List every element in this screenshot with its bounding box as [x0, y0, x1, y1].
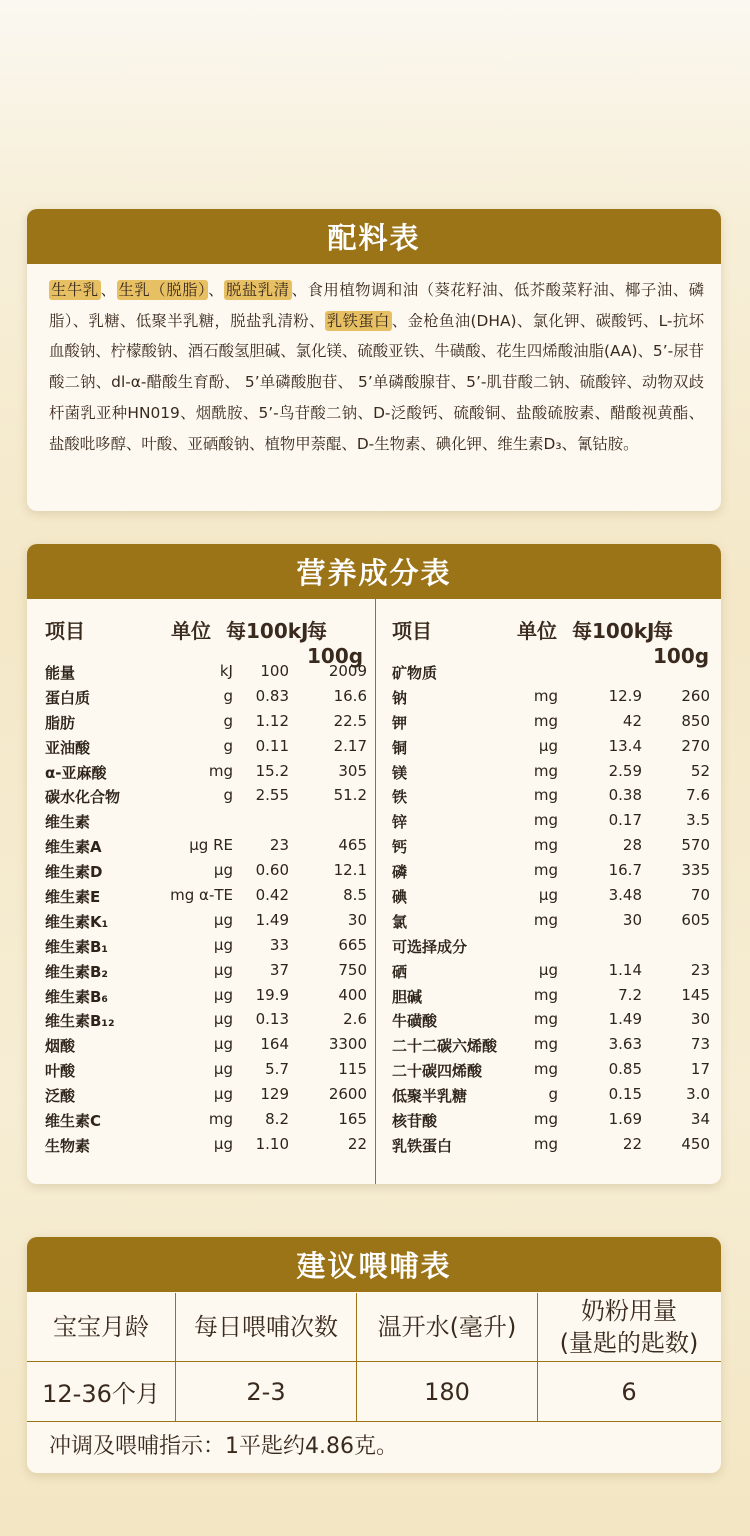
value-per-100g: 30 [347, 910, 367, 929]
value-per-100kj: 1.12 [255, 711, 289, 730]
nutrition-row [376, 659, 721, 684]
value-per-100g: 17 [690, 1060, 710, 1079]
nutrition-row [376, 783, 721, 808]
nutrient-unit: µg [213, 1010, 233, 1029]
feeding-title: 建议喂哺表 [27, 1237, 721, 1292]
nutrient-name: 二十二碳六烯酸 [392, 1037, 498, 1056]
nutrient-unit: mg [533, 985, 558, 1004]
value-per-100g: 7.6 [686, 786, 710, 805]
value-per-100kj: 1.49 [608, 1010, 642, 1029]
nutrient-unit: µg [538, 886, 558, 905]
value-per-100kj: 37 [269, 960, 289, 979]
ingredients-card [27, 209, 721, 511]
nutrient-name: 乳铁蛋白 [392, 1136, 453, 1155]
value-per-100g: 400 [338, 985, 367, 1004]
value-per-100g: 570 [681, 836, 710, 855]
nutrition-row [27, 1032, 375, 1057]
ingredient-text: 、 [100, 281, 117, 299]
value-per-100g: 260 [681, 686, 710, 705]
nutrition-row [376, 684, 721, 709]
value-per-100kj: 0.85 [608, 1060, 642, 1079]
value-per-100kj: 1.14 [608, 960, 642, 979]
nutrient-unit: mg [533, 1134, 558, 1153]
nutrient-unit: µg [538, 960, 558, 979]
nutrient-unit: mg [533, 910, 558, 929]
feeding-card [27, 1237, 721, 1473]
value-per-100kj: 13.4 [608, 736, 642, 755]
nutrition-row [27, 983, 375, 1008]
nutrition-row [376, 1082, 721, 1107]
nutrient-unit: g [223, 686, 233, 705]
nutrition-right-header [376, 615, 721, 668]
nutrient-name: 维生素 [45, 813, 91, 832]
value-per-100g: 270 [681, 736, 710, 755]
value-per-100g: 3.5 [686, 811, 710, 830]
nutrition-row [376, 808, 721, 833]
value-per-100g: 34 [690, 1110, 710, 1129]
ingredient-text: 、 [208, 281, 225, 299]
nutrient-name: 低聚半乳糖 [392, 1087, 468, 1106]
nutrient-unit: µg [213, 1085, 233, 1104]
nutrient-unit: kJ [219, 662, 233, 680]
value-per-100kj: 0.13 [255, 1010, 289, 1029]
nutrient-name: 碳水化合物 [45, 788, 121, 807]
nutrient-name: α-亚麻酸 [45, 763, 107, 782]
nutrient-unit: mg [533, 836, 558, 855]
nutrition-left-header [27, 615, 375, 668]
nutrient-name: 硒 [392, 962, 408, 981]
feeding-cell-scoops: 6 [621, 1377, 637, 1406]
nutrient-name: 烟酸 [45, 1037, 76, 1056]
value-per-100g: 22 [347, 1134, 367, 1153]
nutrient-name: 铜 [392, 738, 408, 757]
nutrient-unit: mg [533, 811, 558, 830]
ingredient-text: 、金枪鱼油(DHA)、氯化钾、碳酸钙、L-抗坏血酸钠、柠檬酸钠、酒石酸氢胆碱、氯化镁、硫酸亚铁、牛磺酸、花生四烯酸油脂(AA)、5’-尿苷酸二钠、dl-α-醋酸生育酚、 5’单磷酸胞苷、 5’单磷酸腺苷、5’-肌苷酸二钠、硫酸锌、动物双歧杆菌乳亚种HN019、烟酰胺、5’-鸟苷酸二钠、D-泛酸钙、硫酸铜、盐酸硫胺素、醋酸视黄酯、盐酸吡哆醇、叶酸、亚硒酸钠、植物甲萘醌、D-生物素、碘化钾、维生素D₃、氰钴胺。 [49, 311, 704, 453]
nutrition-row [376, 734, 721, 759]
value-per-100kj: 0.15 [608, 1085, 642, 1104]
value-per-100kj: 42 [622, 711, 642, 730]
nutrient-name: 泛酸 [45, 1087, 76, 1106]
value-per-100g: 22.5 [333, 711, 367, 730]
nutrient-unit: mg [533, 1010, 558, 1029]
value-per-100kj: 1.10 [255, 1134, 289, 1153]
nutrient-unit: mg [533, 1035, 558, 1054]
nutrition-row [376, 858, 721, 883]
nutrient-name: 牛磺酸 [392, 1012, 438, 1031]
value-per-100kj: 15.2 [255, 761, 289, 780]
nutrient-name: 铁 [392, 788, 408, 807]
nutrient-unit: µg [213, 1060, 233, 1079]
feeding-note: 冲调及喂哺指示：1平匙约4.86克。 [49, 1434, 398, 1459]
nutrition-left-rows [27, 659, 375, 1157]
nutrition-row [27, 883, 375, 908]
nutrition-row [376, 759, 721, 784]
nutrient-name: 维生素B₂ [45, 962, 109, 981]
value-per-100kj: 3.63 [608, 1035, 642, 1054]
header-item: 项目 [45, 619, 85, 643]
feeding-cell-age: 12-36个月 [27, 1362, 176, 1421]
value-per-100g: 115 [338, 1060, 367, 1079]
nutrition-row [376, 958, 721, 983]
feeding-row [27, 1362, 721, 1422]
value-per-100g: 3300 [328, 1035, 367, 1054]
ingredient-highlight: 脱盐乳清 [226, 281, 290, 299]
nutrition-row [376, 983, 721, 1008]
value-per-100kj: 8.2 [265, 1110, 289, 1129]
nutrition-right-rows [376, 659, 721, 1157]
value-per-100kj: 23 [269, 836, 289, 855]
nutrient-unit: mg [533, 786, 558, 805]
nutrition-row [376, 709, 721, 734]
nutrient-name: 生物素 [45, 1136, 91, 1155]
nutrient-unit: mg [208, 1110, 233, 1129]
nutrient-name: 磷 [392, 863, 408, 882]
nutrition-row [27, 1007, 375, 1032]
value-per-100kj: 100 [260, 662, 289, 680]
nutrition-row [376, 933, 721, 958]
nutrition-table [27, 599, 721, 1184]
nutrient-name: 叶酸 [45, 1062, 76, 1081]
nutrient-unit: µg [213, 985, 233, 1004]
nutrient-unit: µg [213, 1134, 233, 1153]
nutrition-row [27, 1132, 375, 1157]
nutrient-name: 亚油酸 [45, 738, 91, 757]
feeding-header-age: 宝宝月龄 [27, 1293, 176, 1361]
ingredient-highlight: 乳铁蛋白 [326, 311, 390, 330]
nutrient-name: 维生素B₁₂ [45, 1012, 115, 1031]
value-per-100g: 23 [690, 960, 710, 979]
value-per-100g: 30 [690, 1010, 710, 1029]
nutrition-left-column [27, 599, 375, 1184]
nutrient-unit: g [223, 786, 233, 805]
value-per-100g: 16.6 [333, 686, 367, 705]
nutrition-title: 营养成分表 [27, 544, 721, 599]
header-per-g: 每100g [653, 619, 710, 668]
nutrient-name: 维生素B₆ [45, 987, 109, 1006]
header-per-kj: 每100kJ [572, 619, 655, 643]
nutrient-unit: mg [533, 1060, 558, 1079]
nutrient-name: 维生素A [45, 838, 102, 857]
value-per-100g: 2600 [328, 1085, 367, 1104]
value-per-100g: 605 [681, 910, 710, 929]
header-item: 项目 [392, 619, 432, 643]
ingredient-text: 、食用植物调和油（葵花籽油、低芥酸菜籽油、椰子油、磷脂）、乳糖、低聚半乳糖，脱盐乳清粉、 [49, 281, 704, 330]
value-per-100kj: 16.7 [608, 861, 642, 880]
value-per-100g: 52 [690, 761, 710, 780]
nutrient-unit: µg [213, 960, 233, 979]
nutrient-unit: mg [533, 711, 558, 730]
value-per-100kj: 0.60 [255, 861, 289, 880]
nutrient-name: 二十碳四烯酸 [392, 1062, 483, 1081]
nutrition-row [376, 908, 721, 933]
nutrient-unit: mg [208, 761, 233, 780]
nutrient-name: 脂肪 [45, 713, 76, 732]
nutrient-unit: mg [533, 1110, 558, 1129]
value-per-100g: 73 [690, 1035, 710, 1054]
ingredients-text [27, 264, 721, 459]
nutrition-row [376, 1007, 721, 1032]
nutrient-name: 蛋白质 [45, 688, 91, 707]
nutrient-name: 维生素B₁ [45, 937, 109, 956]
value-per-100kj: 1.49 [255, 910, 289, 929]
feeding-header-water: 温开水(毫升) [357, 1293, 538, 1361]
value-per-100kj: 7.2 [618, 985, 642, 1004]
nutrient-unit: mg [533, 761, 558, 780]
value-per-100g: 305 [338, 761, 367, 780]
value-per-100kj: 1.69 [608, 1110, 642, 1129]
header-per-g: 每100g [307, 619, 364, 668]
value-per-100g: 145 [681, 985, 710, 1004]
nutrient-unit: µg [213, 935, 233, 954]
header-unit: 单位 [171, 619, 211, 643]
header-unit: 单位 [517, 619, 557, 643]
nutrient-name: 钾 [392, 713, 408, 732]
value-per-100kj: 0.83 [255, 686, 289, 705]
value-per-100kj: 0.17 [608, 811, 642, 830]
nutrient-unit: g [223, 736, 233, 755]
nutrient-name: 锌 [392, 813, 408, 832]
nutrient-unit: µg [538, 736, 558, 755]
feeding-header-scoops: 奶粉用量 (量匙的匙数) [559, 1297, 699, 1357]
ingredient-highlight: 生牛乳 [51, 281, 99, 299]
nutrient-name: 维生素C [45, 1112, 102, 1131]
nutrient-unit: mg α-TE [170, 886, 233, 905]
value-per-100kj: 5.7 [265, 1060, 289, 1079]
nutrition-row [27, 1057, 375, 1082]
nutrient-name: 矿物质 [392, 664, 438, 682]
value-per-100kj: 2.55 [255, 786, 289, 805]
nutrition-row [376, 1057, 721, 1082]
nutrition-row [27, 833, 375, 858]
feeding-header-times: 每日喂哺次数 [176, 1293, 357, 1361]
value-per-100kj: 0.38 [608, 786, 642, 805]
nutrition-right-column [375, 599, 721, 1184]
nutrient-unit: µg RE [189, 836, 233, 855]
nutrient-name: 氯 [392, 912, 408, 931]
nutrition-row [27, 808, 375, 833]
value-per-100kj: 0.11 [255, 736, 289, 755]
nutrient-unit: g [548, 1085, 558, 1104]
nutrition-row [27, 958, 375, 983]
nutrient-unit: g [223, 711, 233, 730]
nutrition-row [27, 933, 375, 958]
nutrition-row [376, 1132, 721, 1157]
nutrient-name: 钙 [392, 838, 408, 857]
nutrient-name: 核苷酸 [392, 1112, 438, 1131]
nutrition-row [27, 908, 375, 933]
value-per-100g: 12.1 [333, 861, 367, 880]
nutrition-row [27, 1107, 375, 1132]
value-per-100g: 465 [338, 836, 367, 855]
value-per-100g: 3.0 [686, 1085, 710, 1104]
nutrient-name: 可选择成分 [392, 937, 468, 956]
value-per-100kj: 3.48 [608, 886, 642, 905]
nutrition-row [27, 759, 375, 784]
value-per-100g: 2.6 [343, 1010, 367, 1029]
value-per-100kj: 12.9 [608, 686, 642, 705]
nutrition-row [27, 783, 375, 808]
nutrient-unit: µg [213, 910, 233, 929]
nutrition-row [27, 1082, 375, 1107]
nutrition-row [27, 659, 375, 684]
nutrient-name: 胆碱 [392, 987, 423, 1006]
feeding-table [27, 1293, 721, 1422]
nutrition-card [27, 544, 721, 1184]
nutrient-unit: µg [213, 1035, 233, 1054]
nutrient-name: 镁 [392, 763, 408, 782]
value-per-100kj: 2.59 [608, 761, 642, 780]
nutrient-name: 钠 [392, 688, 408, 707]
feeding-cell-times: 2-3 [176, 1362, 357, 1421]
ingredients-title: 配料表 [27, 209, 721, 264]
value-per-100kj: 30 [622, 910, 642, 929]
nutrition-row [376, 883, 721, 908]
value-per-100kj: 0.42 [255, 886, 289, 905]
value-per-100g: 335 [681, 861, 710, 880]
feeding-header-row [27, 1293, 721, 1362]
value-per-100kj: 28 [622, 836, 642, 855]
nutrient-unit: mg [533, 861, 558, 880]
nutrition-row [27, 684, 375, 709]
value-per-100kj: 22 [622, 1134, 642, 1153]
nutrient-name: 碘 [392, 888, 408, 907]
value-per-100g: 51.2 [333, 786, 367, 805]
ingredient-highlight: 生乳（脱脂） [118, 281, 207, 299]
value-per-100g: 850 [681, 711, 710, 730]
nutrition-row [27, 709, 375, 734]
value-per-100g: 2.17 [333, 736, 367, 755]
nutrition-row [376, 1107, 721, 1132]
value-per-100kj: 164 [260, 1035, 289, 1054]
nutrition-row [376, 1032, 721, 1057]
nutrient-name: 维生素D [45, 863, 103, 882]
nutrient-unit: mg [533, 686, 558, 705]
header-per-kj: 每100kJ [226, 619, 309, 643]
value-per-100kj: 129 [260, 1085, 289, 1104]
feeding-cell-water: 180 [357, 1362, 538, 1421]
value-per-100g: 8.5 [343, 886, 367, 905]
value-per-100kj: 33 [269, 935, 289, 954]
nutrient-name: 能量 [45, 664, 76, 682]
nutrient-name: 维生素E [45, 888, 101, 907]
value-per-100g: 450 [681, 1134, 710, 1153]
value-per-100kj: 19.9 [255, 985, 289, 1004]
value-per-100g: 165 [338, 1110, 367, 1129]
value-per-100g: 665 [338, 935, 367, 954]
value-per-100g: 750 [338, 960, 367, 979]
nutrient-unit: µg [213, 861, 233, 880]
value-per-100g: 2009 [328, 662, 367, 680]
nutrition-row [27, 858, 375, 883]
nutrition-row [376, 833, 721, 858]
value-per-100g: 70 [690, 886, 710, 905]
nutrient-name: 维生素K₁ [45, 912, 109, 931]
nutrition-row [27, 734, 375, 759]
